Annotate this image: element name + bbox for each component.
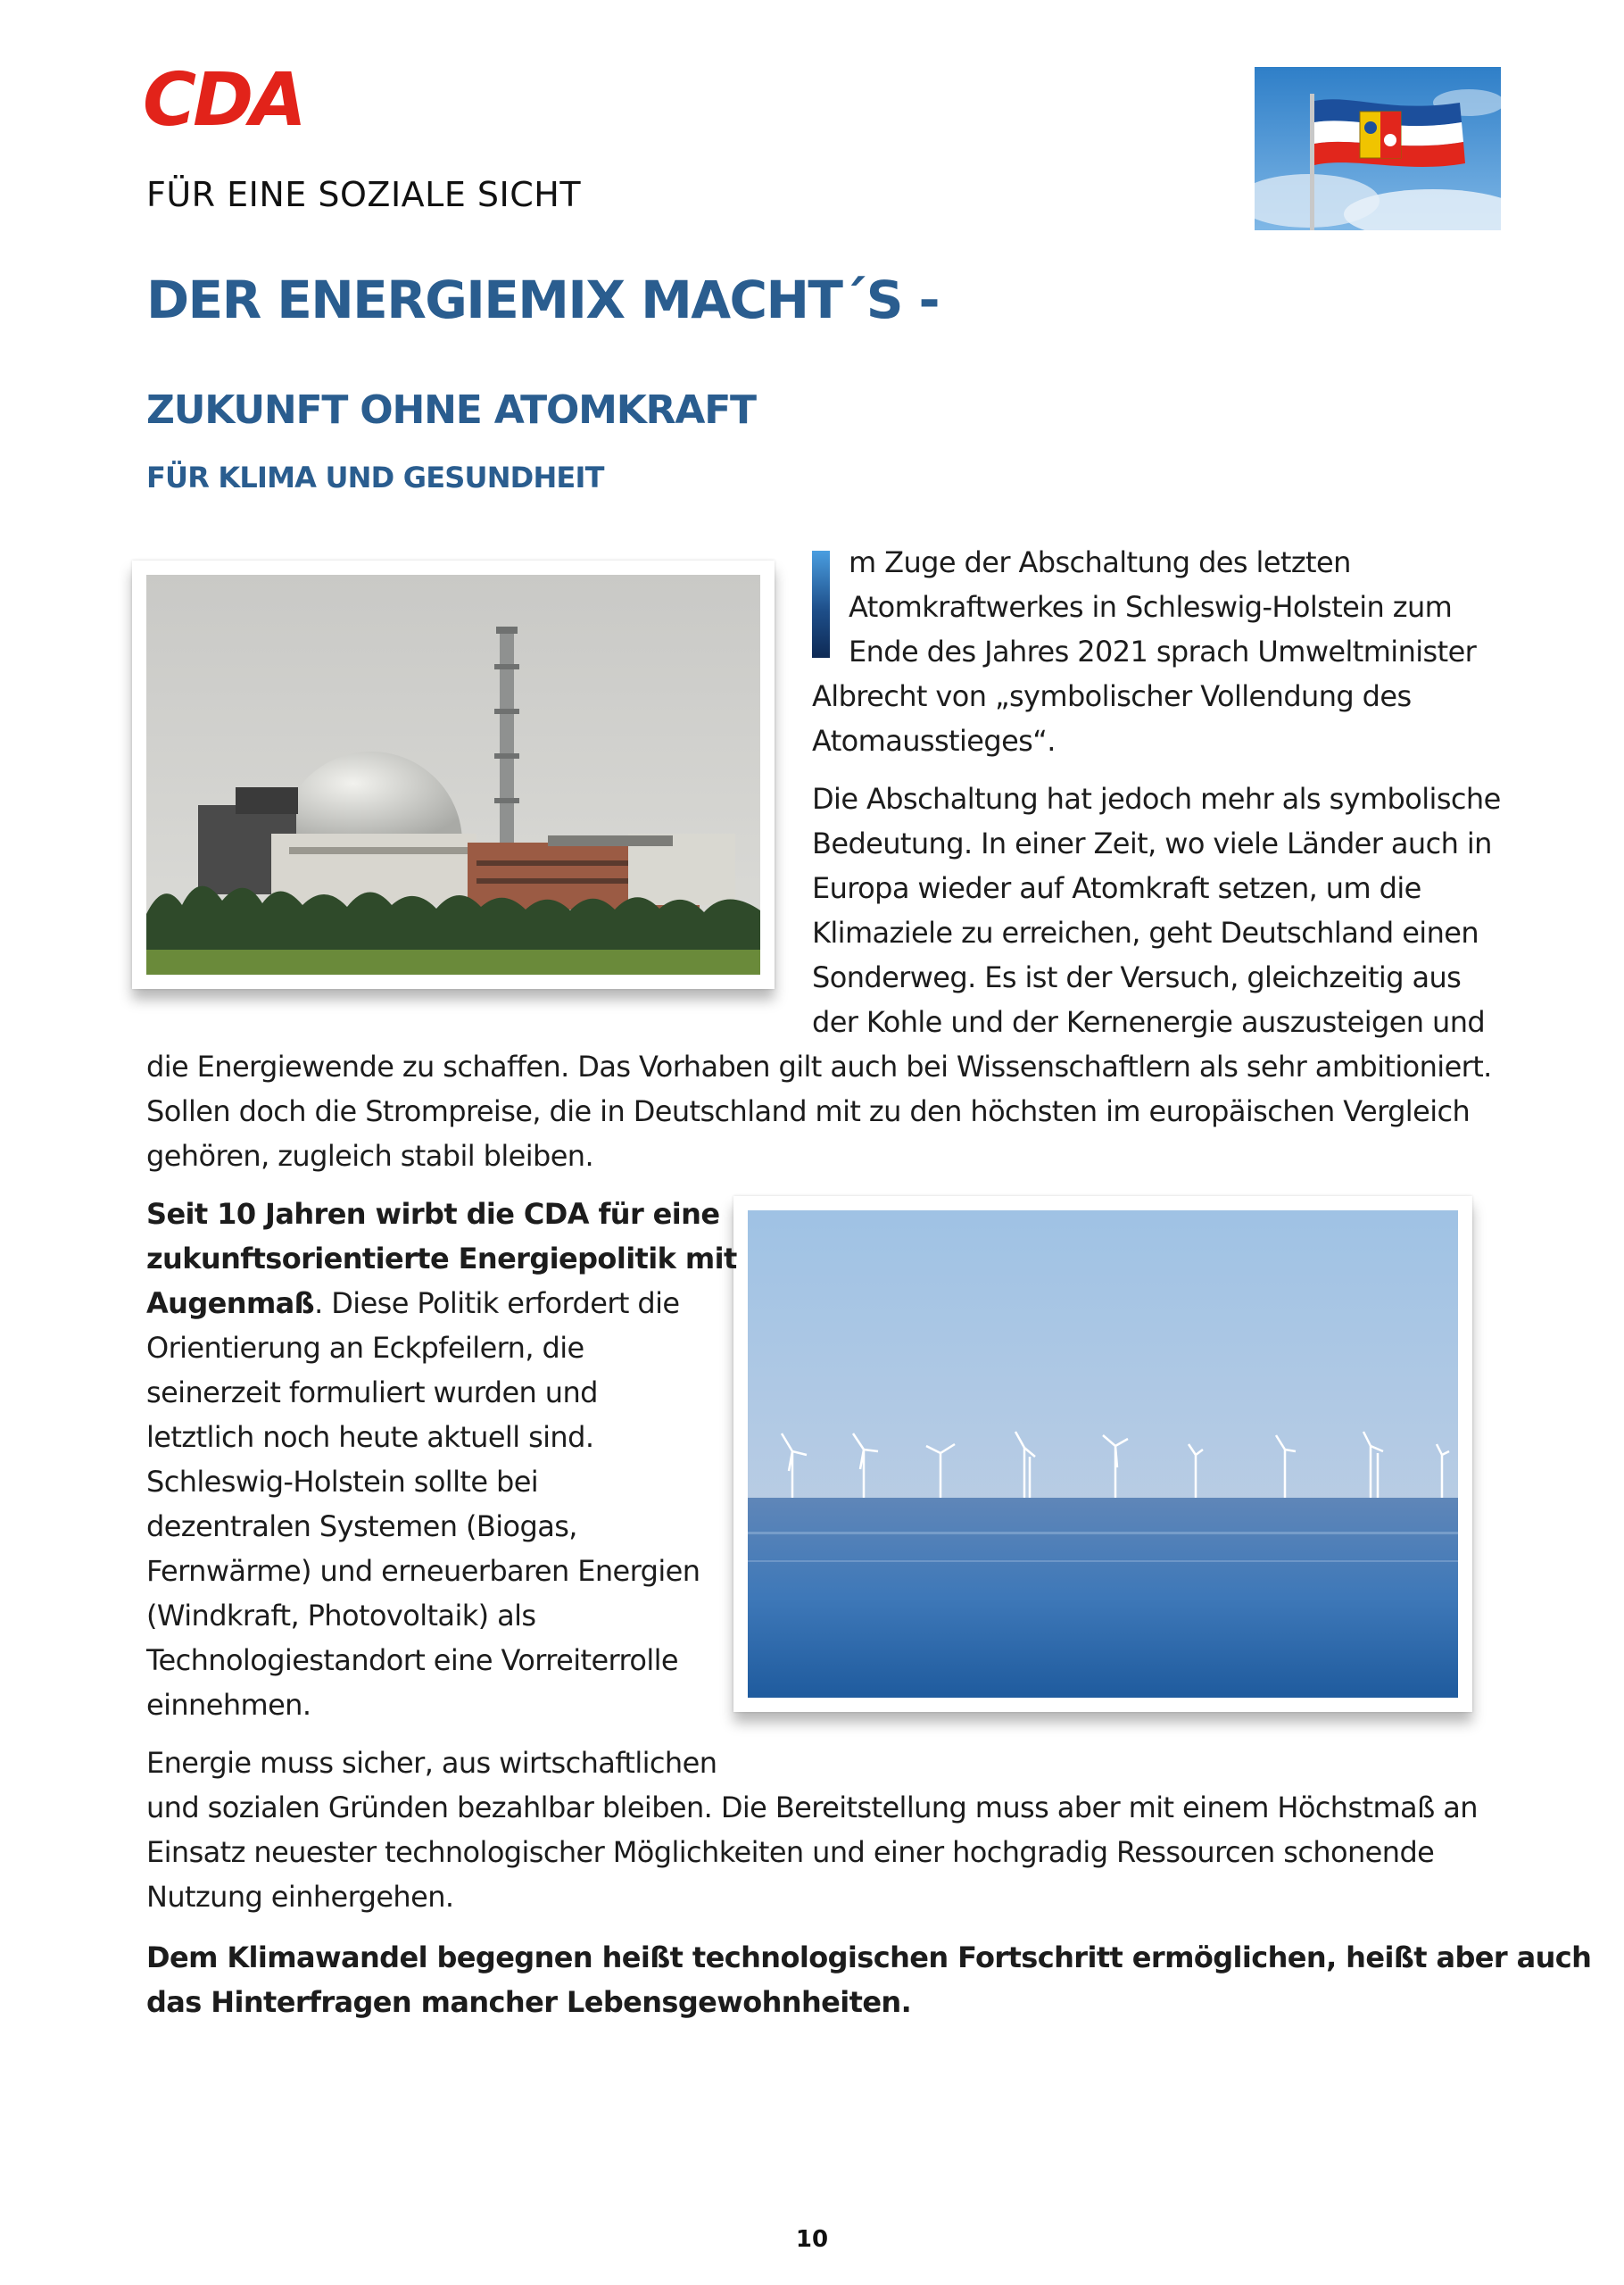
offshore-wind-farm-photo	[748, 1210, 1458, 1698]
text-line-bold: Seit 10 Jahren wirbt die CDA für eine	[146, 1197, 720, 1231]
text-line: Technologiestandort eine Vorreiterrolle	[146, 1643, 679, 1677]
text-line: Atomausstieges“.	[812, 724, 1056, 758]
text-line: Sollen doch die Strompreise, die in Deutschland mit zu den höchsten im europäischen Vergleich	[146, 1094, 1471, 1128]
nuclear-plant-photo-frame	[132, 561, 775, 989]
text-line-bold: Dem Klimawandel begegnen heißt technologischen Fortschritt ermöglichen, heißt aber auch	[146, 1940, 1592, 1974]
text-line: einnehmen.	[146, 1688, 311, 1722]
text-line	[146, 1281, 680, 1325]
text-line: Albrecht von „symbolischer Vollendung des	[812, 679, 1412, 713]
text-line: Atomkraftwerkes in Schleswig-Holstein zum	[849, 590, 1453, 624]
text-line: der Kohle und der Kernenergie auszusteigen und	[812, 1005, 1486, 1039]
page-subsubtitle: FÜR KLIMA UND GESUNDHEIT	[146, 461, 604, 494]
text-line: gehören, zugleich stabil bleiben.	[146, 1139, 594, 1173]
text-line: Klimaziele zu erreichen, geht Deutschland einen	[812, 916, 1479, 950]
nuclear-plant-photo	[146, 575, 760, 975]
text-line: und sozialen Gründen bezahlbar bleiben. Die Bereitstellung muss aber mit einem Höchstmaß an	[146, 1791, 1478, 1824]
text-line-bold: das Hinterfragen mancher Lebensgewohnheiten.	[146, 1985, 912, 2019]
text-continuation: . Diese Politik erfordert die	[314, 1286, 680, 1320]
page-subtitle: ZUKUNFT OHNE ATOMKRAFT	[146, 387, 756, 433]
drop-cap-i	[812, 551, 830, 658]
text-line: Ende des Jahres 2021 sprach Umweltminister	[849, 635, 1477, 669]
text-line: Orientierung an Eckpfeilern, die	[146, 1331, 584, 1365]
text-line: Bedeutung. In einer Zeit, wo viele Länder auch in	[812, 827, 1492, 860]
page-title: DER ENERGIEMIX MACHT´S -	[146, 270, 939, 330]
text-line: Fernwärme) und erneuerbaren Energien	[146, 1554, 700, 1588]
text-line: dezentralen Systemen (Biogas,	[146, 1509, 577, 1543]
text-line: Europa wieder auf Atomkraft setzen, um die	[812, 871, 1421, 905]
text-line: letztlich noch heute aktuell sind.	[146, 1420, 594, 1454]
logo-text: CDA	[143, 64, 303, 132]
tagline: FÜR EINE SOZIALE SICHT	[146, 175, 582, 214]
text-line: Energie muss sicher, aus wirtschaftlichen	[146, 1746, 717, 1780]
schleswig-holstein-flag-photo	[1255, 67, 1501, 230]
text-line: Sonderweg. Es ist der Versuch, gleichzeitig aus	[812, 960, 1462, 994]
text-line: die Energiewende zu schaffen. Das Vorhaben gilt auch bei Wissenschaftlern als sehr ambitioniert.	[146, 1050, 1492, 1084]
text-line: Nutzung einhergehen.	[146, 1880, 454, 1914]
bold-term: Augenmaß	[146, 1286, 315, 1320]
text-line-bold: zukunftsorientierte Energiepolitik mit	[146, 1242, 737, 1275]
text-line: Einsatz neuester technologischer Möglichkeiten und einer hochgradig Ressourcen schonende	[146, 1835, 1435, 1869]
text-line: (Windkraft, Photovoltaik) als	[146, 1599, 536, 1633]
text-line: m Zuge der Abschaltung des letzten	[849, 545, 1351, 579]
text-line: Schleswig-Holstein sollte bei	[146, 1465, 539, 1499]
text-line: Die Abschaltung hat jedoch mehr als symbolische	[812, 782, 1501, 816]
cda-logo	[143, 64, 357, 132]
text-line: seinerzeit formuliert wurden und	[146, 1375, 598, 1409]
wind-farm-photo-frame	[733, 1196, 1472, 1712]
page-number: 10	[795, 2226, 829, 2253]
